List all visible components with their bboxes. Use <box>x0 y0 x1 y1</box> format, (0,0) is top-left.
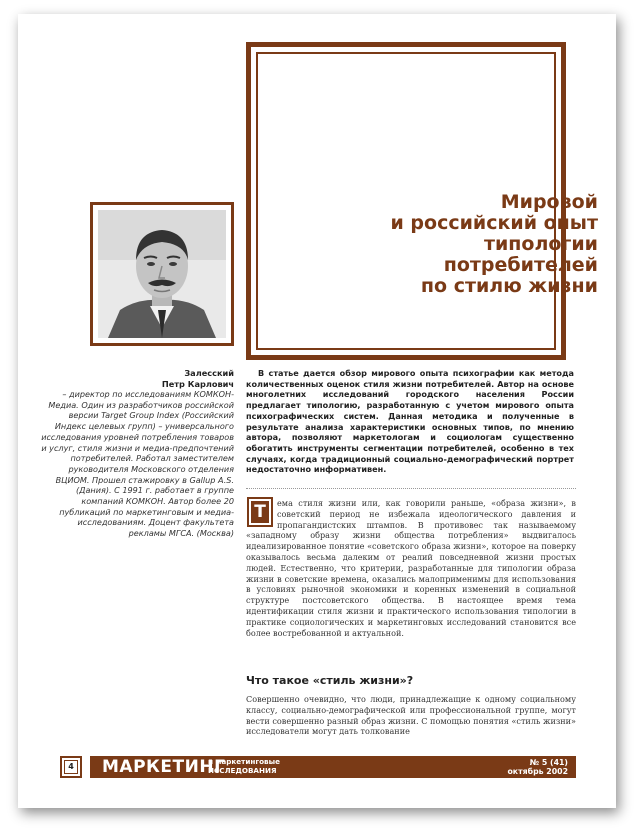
drop-cap-letter: Т <box>251 501 269 523</box>
author-surname: Залесский <box>184 368 234 378</box>
body-paragraph-1 <box>246 498 576 638</box>
section-heading: Что такое «стиль жизни»? <box>246 674 414 687</box>
issue-date: октябрь 2002 <box>507 767 568 776</box>
author-name <box>40 368 234 389</box>
magazine-brand: МАРКЕТИНГ <box>102 757 226 777</box>
brand-subtitle-line1: и маркетинговые <box>208 757 280 766</box>
brand-subtitle-line2: ИССЛЕДОВАНИЯ <box>208 765 277 775</box>
body-paragraph-2: Совершенно очевидно, что люди, принадлежащие к одному социальному классу, социально-демографической или профессиональной группе, могут вести совершенно разный образ жизни. С помощью понятия «стиль жизни» исследователи могут дать толкование <box>246 694 576 737</box>
page-number-box <box>60 756 82 778</box>
author-photo-frame <box>90 202 234 346</box>
author-photo <box>98 210 226 338</box>
drop-cap <box>247 497 273 527</box>
article-abstract: В статье дается обзор мирового опыта психографии как метода количественных оценок стиля жизни потребителей. Автор на основе многолетних исследований городского населения России предлагает типологию, разработанную с учетом мирового опыта психографических систем. Данная методика и полученные в результате анализа характеристики основных типов, по мнению автора, позволяют маркетологам и социологам существенно обогатить инструменты сегментации потребителей, особенно в тех случаях, когда традиционный социально-демографический портрет недостаточно информативен. <box>246 368 574 475</box>
issue-number: № 5 (41) <box>529 758 568 767</box>
body-paragraph-1-text: ема стиля жизни или, как говорили раньше, «образа жизни», в советский период не избежала идеологического давления и пропагандистских штампов. В противовес так называемому «западному образу жизни общества потребления» выдвигалось идеализированное понятие «советского образа жизни», которое на поверку оказывалось весьма далеким от реалий повседневной жизни простых людей. Естественно, что критерии, разработанные для типологии образа жизни в советские времена, оказались малоприменимы для использования в условиях рыночной экономики и коренных изменений в социальной структуре постсоветского общества. В настоящее время тема идентификации стиля жизни и практического использования типологии в практике социологических и маркетинговых исследований становится все более востребованной и актуальной. <box>246 498 576 638</box>
magazine-brand-subtitle <box>208 758 280 775</box>
author-portrait-image <box>98 210 226 338</box>
magazine-page <box>18 14 616 808</box>
section-divider <box>246 488 576 489</box>
author-bio: – директор по исследованиям КОМКОН-Медиа. Один из разработчиков российской версии Target Group Index (Российский Индекс целевых групп) – универсального исследования уровней потребления товаров и услуг, стиля жизни и медиа-предпочтений потребителей. Работал заместителем руководителя Московского отделения ВЦИОМ. Прошел стажировку в Gallup A.S. (Дания). С 1991 г. работает в группе компаний КОМКОН. Автор более 20 публикаций по маркетинговым и медиа-исследованиям. Доцент факультета рекламы МГСА. (Москва) <box>41 389 234 539</box>
author-given-names: Петр Карлович <box>161 378 234 389</box>
page-number: 4 <box>64 760 78 774</box>
footer-bar <box>90 756 576 778</box>
article-title: Мировой и российский опыт типологии потребителей по стилю жизни <box>390 191 598 297</box>
issue-info <box>507 758 568 776</box>
